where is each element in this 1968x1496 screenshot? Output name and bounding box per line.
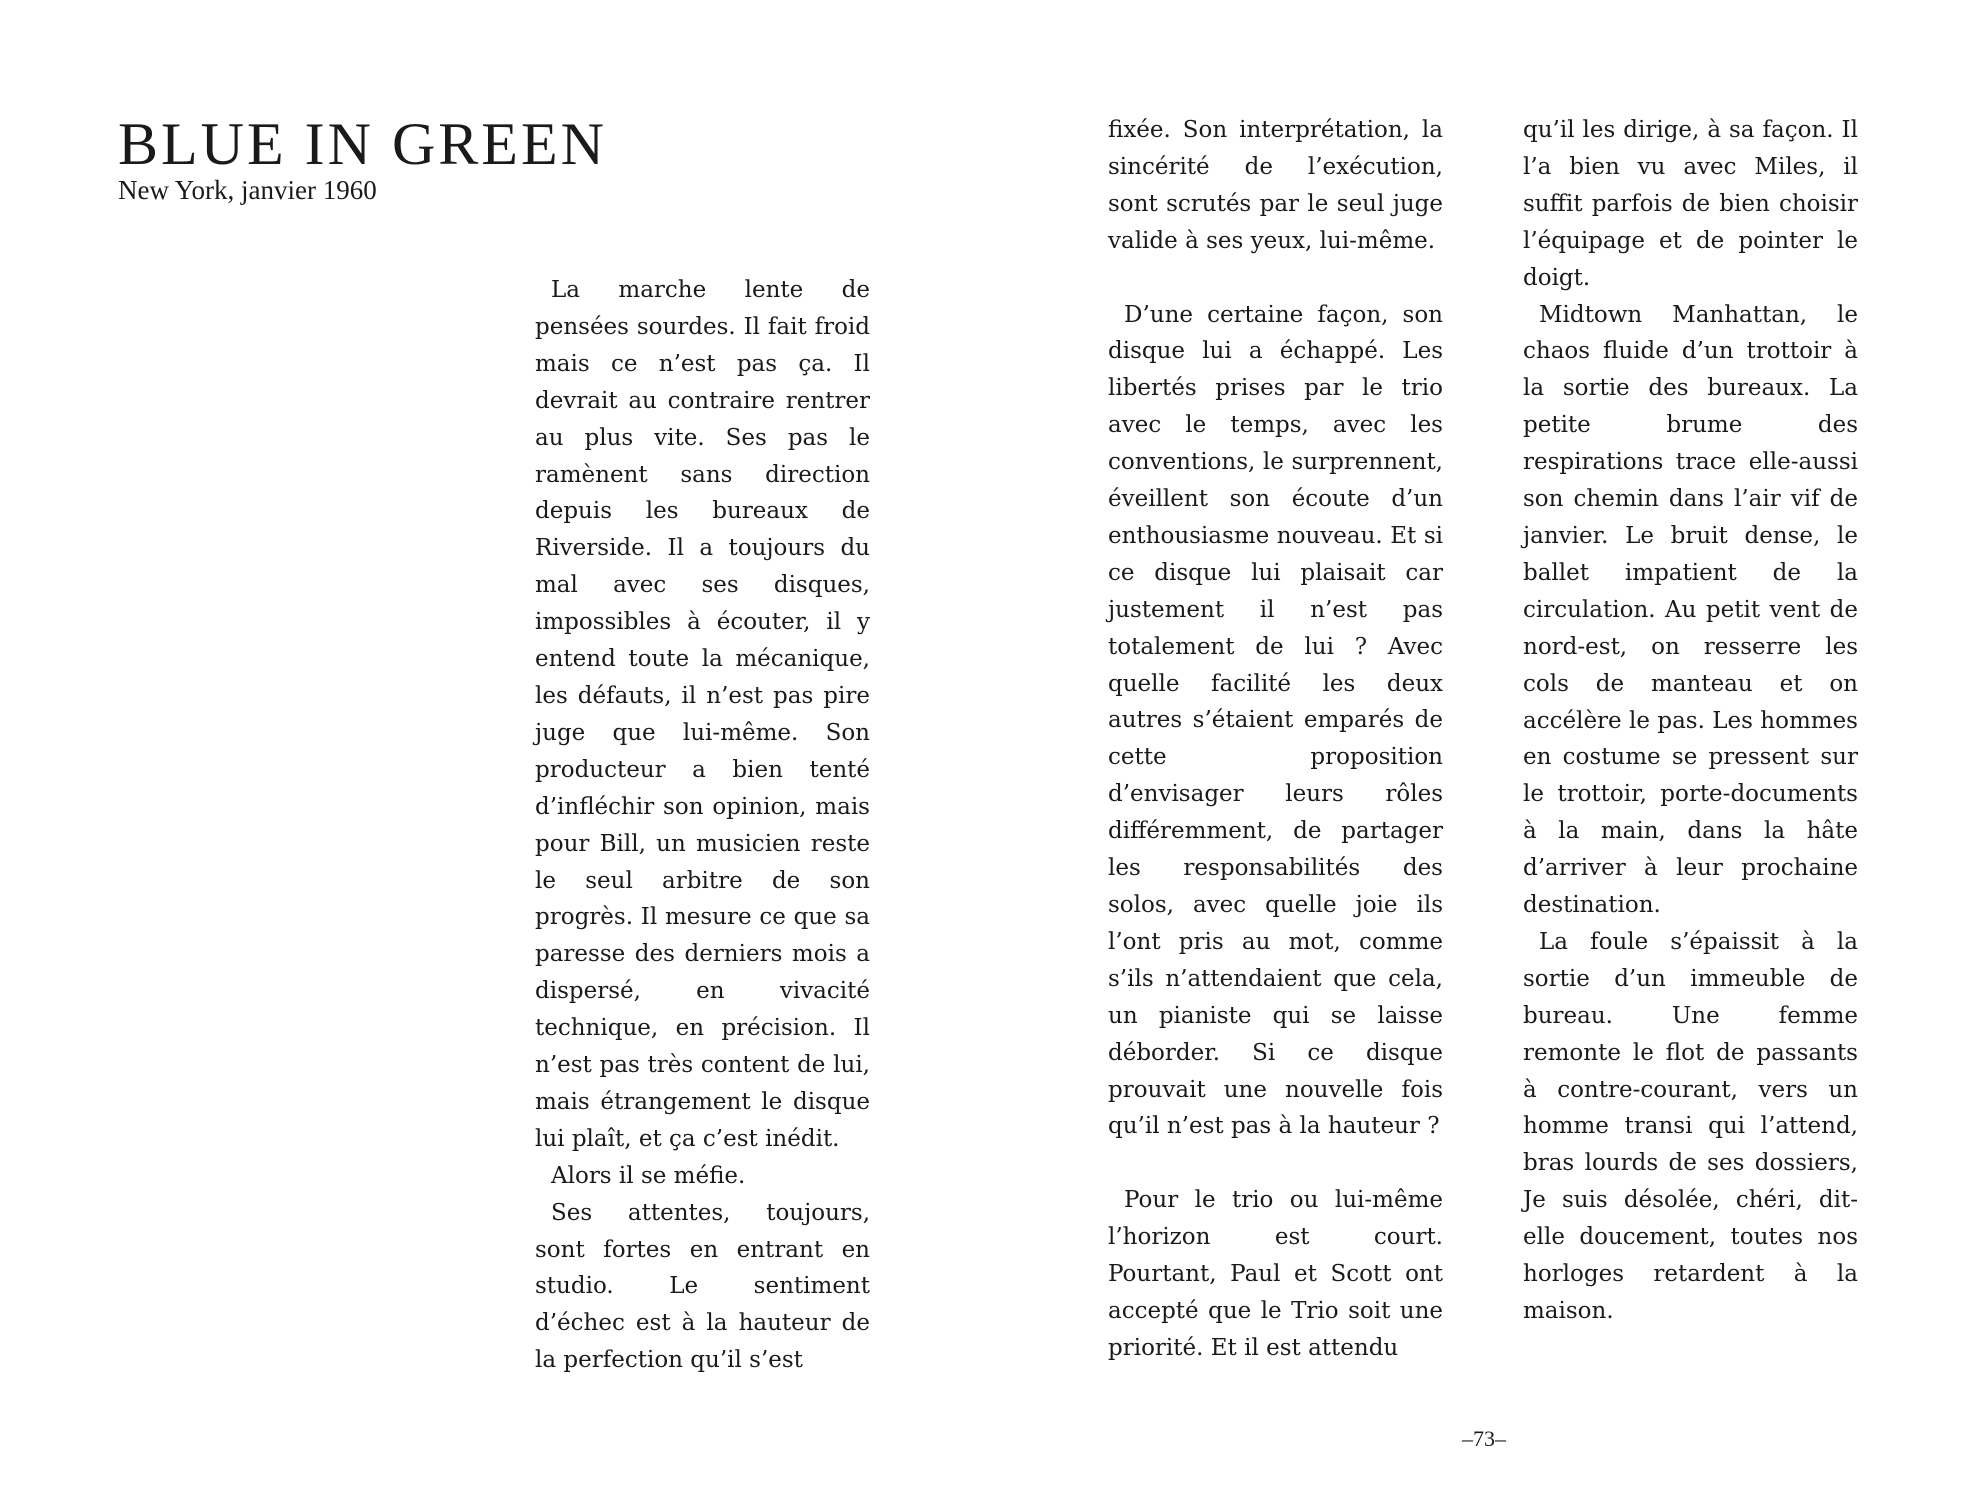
paragraph: D’une certaine façon, son disque lui a échappé. Les libertés prises par le trio avec le temps, avec les conventions, le surprennent, éveillent son écoute d’un enthousiasme nouveau. Et si ce disque lui plaisait car justement il n’est pas totalement de lui ? Avec quelle facilité les deux autres s’étaient emparés de cette proposition d’envisager leurs rôles différemment, de partager les responsabilités des solos, avec quelle joie ils l’ont pris au mot, comme s’ils n’attendaient que cela, un pianiste qui se laisse déborder. Si ce disque prouvait une nouvelle fois qu’il n’est pas à la hauteur ? [1108, 301, 1443, 1140]
paragraph-continued: qu’il les dirige, à sa façon. Il l’a bien vu avec Miles, il suffit parfois de bien choisir l’équipage et de pointer le doigt. [1523, 117, 1858, 291]
chapter-subtitle: New York, janvier 1960 [118, 175, 377, 205]
paragraph: Alors il se méfie. [551, 1162, 746, 1189]
page-number: –73– [1462, 1426, 1506, 1451]
chapter-title: BLUE IN GREEN [118, 111, 607, 177]
paragraph: Ses attentes, toujours, sont fortes en entrant en studio. Le sentiment d’échec est à la hauteur de la perfection qu’il s’est [535, 1199, 870, 1374]
text-column-left [535, 272, 870, 1379]
paragraph: La foule s’épaissit à la sortie d’un immeuble de bureau. Une femme remonte le flot de passants à contre-courant, vers un homme transi qui l’attend, bras lourds de ses dossiers, Je suis désolée, chéri, dit-elle doucement, toutes nos horloges retardent à la maison. [1523, 928, 1858, 1324]
paragraph: La marche lente de pensées sourdes. Il fait froid mais ce n’est pas ça. Il devrait au contraire rentrer au plus vite. Ses pas le ramènent sans direction depuis les bureaux de Riverside. Il a toujours du mal avec ses disques, impossibles à écouter, il y entend toute la mécanique, les défauts, il n’est pas pire juge que lui-même. Son producteur a bien tenté d’infléchir son opinion, mais pour Bill, un musicien reste le seul arbitre de son progrès. Il mesure ce que sa paresse des derniers mois a dispersé, en vivacité technique, en précision. Il n’est pas très content de lui, mais étrangement le disque lui plaît, et ça c’est inédit. [535, 277, 870, 1152]
paragraph: Pour le trio ou lui-même l’horizon est court. Pourtant, Paul et Scott ont accepté que le Trio soit une priorité. Et il est attendu [1108, 1187, 1443, 1361]
text-column-middle [1108, 112, 1443, 1367]
paragraph: Midtown Manhattan, le chaos fluide d’un trottoir à la sortie des bureaux. La petite brume des respirations trace elle-aussi son chemin dans l’air vif de janvier. Le bruit dense, le ballet impatient de la circulation. Au petit vent de nord-est, on resserre les cols de manteau et on accélère le pas. Les hommes en costume se pressent sur le trottoir, porte-documents à la main, dans la hâte d’arriver à leur prochaine destination. [1523, 301, 1858, 919]
paragraph-continued: fixée. Son interprétation, la sincérité de l’exécution, sont scrutés par le seul juge valide à ses yeux, lui-même. [1108, 117, 1443, 254]
text-column-right [1523, 112, 1858, 1330]
